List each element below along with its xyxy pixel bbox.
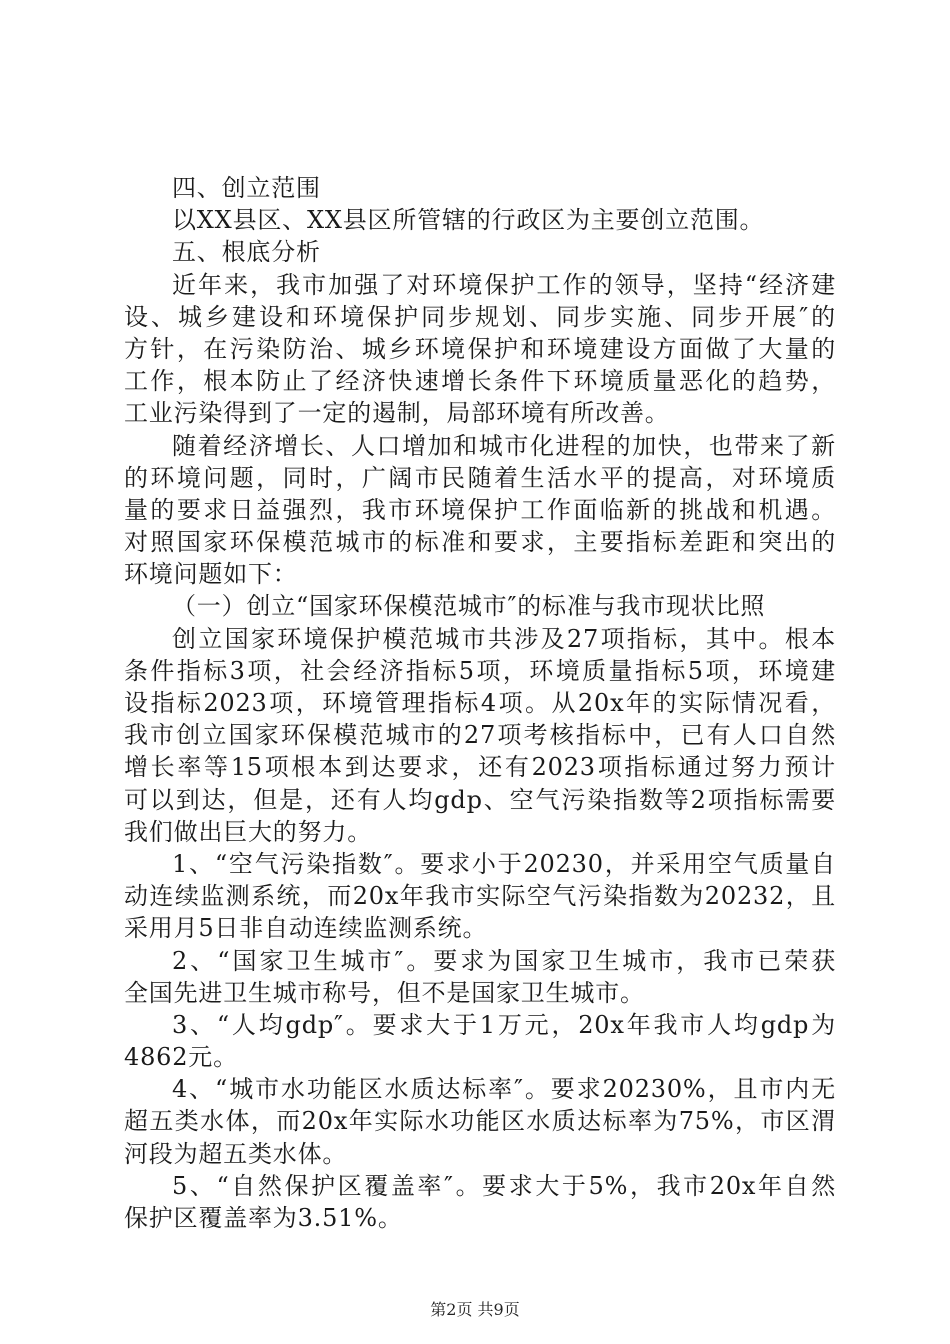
paragraph-line: 随着经济增长、人口增加和城市化进程的加快，也带来了新 (172, 431, 836, 460)
paragraph-line: 的环境问题，同时，广阔市民随着生活水平的提高，对环境质 (124, 463, 836, 492)
list-item-line: 4862元。 (124, 1043, 238, 1072)
list-item-line: 全国先进卫生城市称号，但不是国家卫生城市。 (124, 978, 645, 1007)
document-body (124, 172, 836, 1234)
section-heading-scope: 四、创立范围 (172, 174, 321, 202)
paragraph-line: 增长率等15项根本到达要求，还有2023项指标通过努力预计 (124, 753, 836, 782)
section-heading-analysis: 五、根底分析 (172, 238, 321, 267)
list-item-line: 2、“国家卫生城市″。要求为国家卫生城市，我市已荣获 (172, 946, 836, 975)
paragraph-line: 环境问题如下： (124, 560, 298, 589)
paragraph-line: 设指标2023项，环境管理指标4项。从20x年的实际情况看， (124, 689, 836, 717)
paragraph-line: 对照国家环保模范城市的标准和要求，主要指标差距和突出的 (124, 528, 836, 557)
paragraph-line: 工作，根本防止了经济快速增长条件下环境质量恶化的趋势， (124, 367, 836, 396)
paragraph-line: 我们做出巨大的努力。 (124, 817, 372, 846)
list-item-line: 5、“自然保护区覆盖率″。要求大于5%，我市20x年自然 (172, 1171, 836, 1200)
list-item-line: 河段为超五类水体。 (124, 1139, 348, 1168)
paragraph-line: 近年来，我市加强了对环境保护工作的领导，坚持“经济建 (172, 270, 836, 299)
paragraph-line: 条件指标3项，社会经济指标5项，环境质量指标5项，环境建 (124, 656, 836, 685)
list-item-line: 超五类水体，而20x年实际水功能区水质达标率为75%，市区渭 (124, 1107, 836, 1136)
list-item-line: 4、“城市水功能区水质达标率″。要求20230%，且市内无 (172, 1075, 836, 1104)
paragraph-line: 创立国家环境保护模范城市共涉及27项指标，其中。根本 (172, 624, 836, 653)
list-item-line: 保护区覆盖率为3.51%。 (124, 1204, 403, 1232)
subsection-heading: （一）创立“国家环保模范城市″的标准与我市现状比照 (172, 592, 766, 621)
paragraph-line: 设、城乡建设和环境保护同步规划、同步实施、同步开展″的 (124, 302, 836, 331)
page-number-footer: 第2页 共9页 (430, 1300, 520, 1319)
list-item-line: 1、“空气污染指数″。要求小于20230，并采用空气质量自 (172, 849, 836, 878)
paragraph-line: 我市创立国家环保模范城市的27项考核指标中，已有人口自然 (124, 721, 836, 750)
paragraph-line: 工业污染得到了一定的遏制，局部环境有所改善。 (124, 399, 670, 428)
list-item-line: 采用月5日非自动连续监测系统。 (124, 914, 488, 943)
list-item-line: 动连续监测系统，而20x年我市实际空气污染指数为20232，且 (124, 882, 836, 911)
paragraph-line: 以XX县区、XX县区所管辖的行政区为主要创立范围。 (172, 206, 765, 235)
paragraph-line: 方针，在污染防治、城乡环境保护和环境建设方面做了大量的 (124, 334, 836, 363)
list-item-line: 3、“人均gdp″。要求大于1万元，20x年我市人均gdp为 (172, 1010, 836, 1039)
paragraph-line: 量的要求日益强烈，我市环境保护工作面临新的挑战和机遇。 (124, 495, 836, 524)
paragraph-line: 可以到达，但是，还有人均gdp、空气污染指数等2项指标需要 (124, 785, 836, 814)
